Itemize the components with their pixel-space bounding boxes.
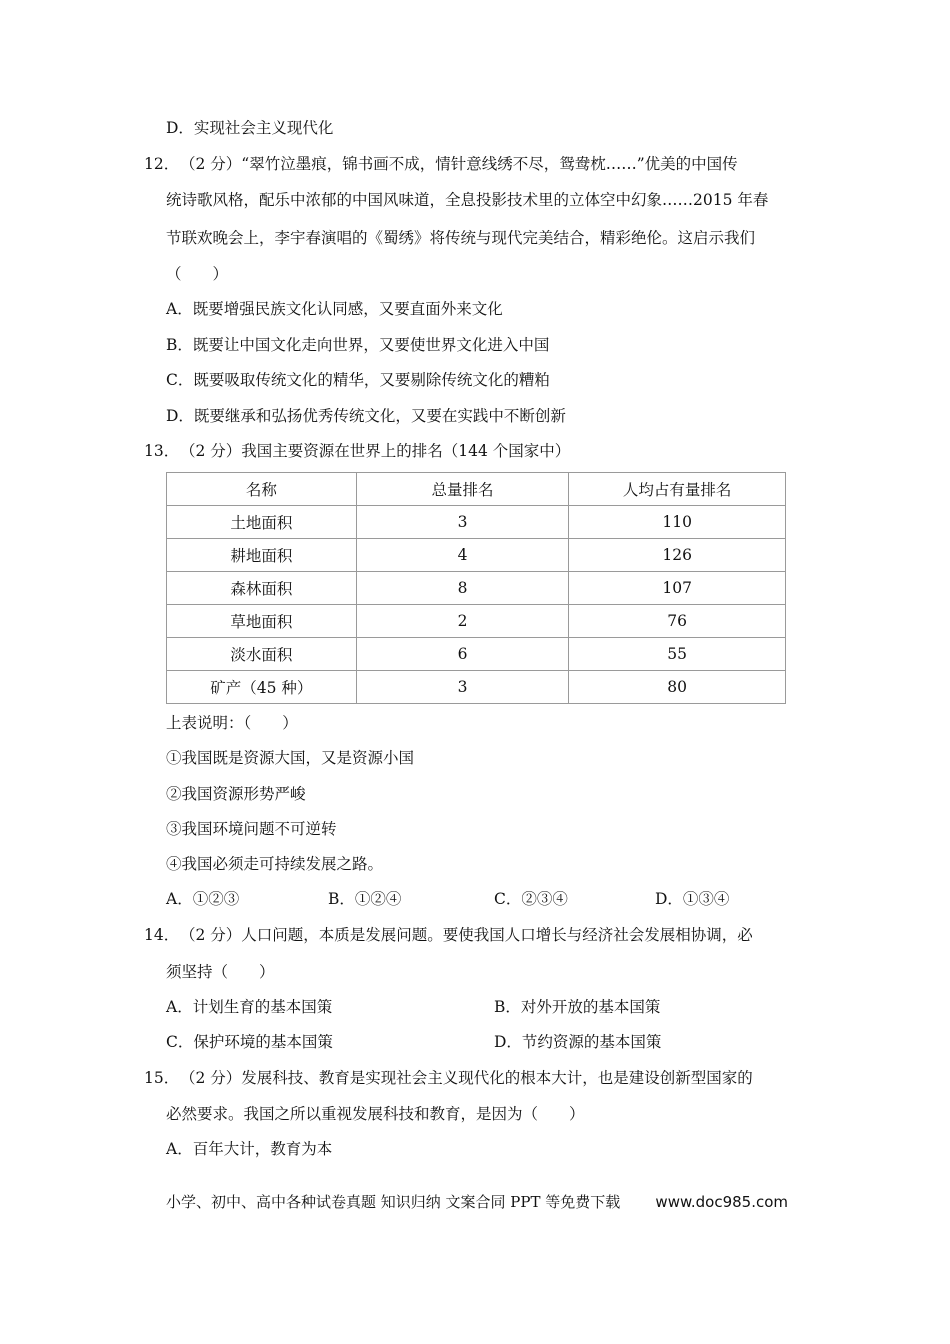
q14-stem-line: （2 分）人口问题，本质是发展问题。要使我国人口增长与经济社会发展相协调，必	[180, 926, 753, 944]
table-row	[167, 539, 786, 572]
footer-text: 小学、初中、高中各种试卷真题 知识归纳 文案合同 PPT 等免费下载	[166, 1193, 621, 1211]
table-cell: 110	[569, 506, 786, 539]
q12-number: 12．	[144, 155, 180, 173]
table-row	[167, 638, 786, 671]
q13-option-b: B．①②④	[328, 890, 402, 908]
table-cell: 草地面积	[167, 605, 357, 638]
q12-option-d: D．既要继承和弘扬优秀传统文化，又要在实践中不断创新	[166, 407, 566, 425]
q15-stem-line: （2 分）发展科技、教育是实现社会主义现代化的根本大计，也是建设创新型国家的	[180, 1069, 753, 1087]
table-cell: 3	[356, 671, 569, 704]
q14-option-d: D．节约资源的基本国策	[494, 1033, 662, 1051]
q14-option-a: A．计划生育的基本国策	[166, 998, 333, 1016]
table-row	[167, 572, 786, 605]
q13-number: 13．	[144, 442, 180, 460]
q13-statement-3: ③我国环境问题不可逆转	[166, 820, 337, 838]
table-cell: 6	[356, 638, 569, 671]
q14-number: 14．	[144, 926, 180, 944]
q13-option-c: C．②③④	[494, 890, 568, 908]
q13-option-d: D．①③④	[655, 890, 730, 908]
table-row	[167, 506, 786, 539]
table-cell: 矿产（45 种）	[167, 671, 357, 704]
resource-ranking-table	[166, 472, 786, 704]
q13-statement-2: ②我国资源形势严峻	[166, 785, 306, 803]
q11-option-d: D．实现社会主义现代化	[166, 119, 334, 137]
q12-stem-line: 统诗歌风格，配乐中浓郁的中国风味道，全息投影技术里的立体空中幻象……2015 年春	[166, 191, 769, 209]
q12-option-a: A．既要增强民族文化认同感，又要直面外来文化	[166, 300, 503, 318]
table-header: 名称	[167, 473, 357, 506]
q13-stem: （2 分）我国主要资源在世界上的排名（144 个国家中）	[180, 442, 571, 460]
page-footer	[166, 1190, 788, 1214]
table-cell: 76	[569, 605, 786, 638]
table-cell: 126	[569, 539, 786, 572]
q12-stem-line: （ ）	[166, 265, 229, 283]
q13-option-a: A．①②③	[166, 890, 240, 908]
table-cell: 2	[356, 605, 569, 638]
q12-stem-line: 节联欢晚会上，李宇春演唱的《蜀绣》将传统与现代完美结合，精彩绝伦。这启示我们	[166, 229, 756, 247]
q15-option-a: A．百年大计，教育为本	[166, 1140, 333, 1158]
q13-statement-1: ①我国既是资源大国，又是资源小国	[166, 749, 415, 767]
q13-after-table: 上表说明：（ ）	[166, 714, 298, 732]
table-cell: 淡水面积	[167, 638, 357, 671]
table-row	[167, 605, 786, 638]
q12-option-b: B．既要让中国文化走向世界，又要使世界文化进入中国	[166, 336, 550, 354]
table-cell: 4	[356, 539, 569, 572]
q15-stem-line: 必然要求。我国之所以重视发展科技和教育，是因为（ ）	[166, 1105, 585, 1123]
q13-statement-4: ④我国必须走可持续发展之路。	[166, 855, 384, 873]
table-cell: 土地面积	[167, 506, 357, 539]
table-cell: 55	[569, 638, 786, 671]
q15-number: 15．	[144, 1069, 180, 1087]
q12-option-c: C．既要吸取传统文化的精华，又要剔除传统文化的糟粕	[166, 371, 550, 389]
table-header: 人均占有量排名	[569, 473, 786, 506]
table-cell: 8	[356, 572, 569, 605]
q14-stem-line: 须坚持（ ）	[166, 963, 275, 981]
q14-option-b: B．对外开放的基本国策	[494, 998, 661, 1016]
q14-option-c: C．保护环境的基本国策	[166, 1033, 333, 1051]
table-header: 总量排名	[356, 473, 569, 506]
footer-link[interactable]: www.doc985.com	[655, 1193, 788, 1211]
table-header-row	[167, 473, 786, 506]
q12-stem-line: （2 分）“翠竹泣墨痕，锦书画不成，情针意线绣不尽，鸳鸯枕……”优美的中国传	[180, 155, 738, 173]
table-cell: 3	[356, 506, 569, 539]
table-cell: 耕地面积	[167, 539, 357, 572]
table-cell: 森林面积	[167, 572, 357, 605]
table-cell: 80	[569, 671, 786, 704]
table-row	[167, 671, 786, 704]
table-cell: 107	[569, 572, 786, 605]
